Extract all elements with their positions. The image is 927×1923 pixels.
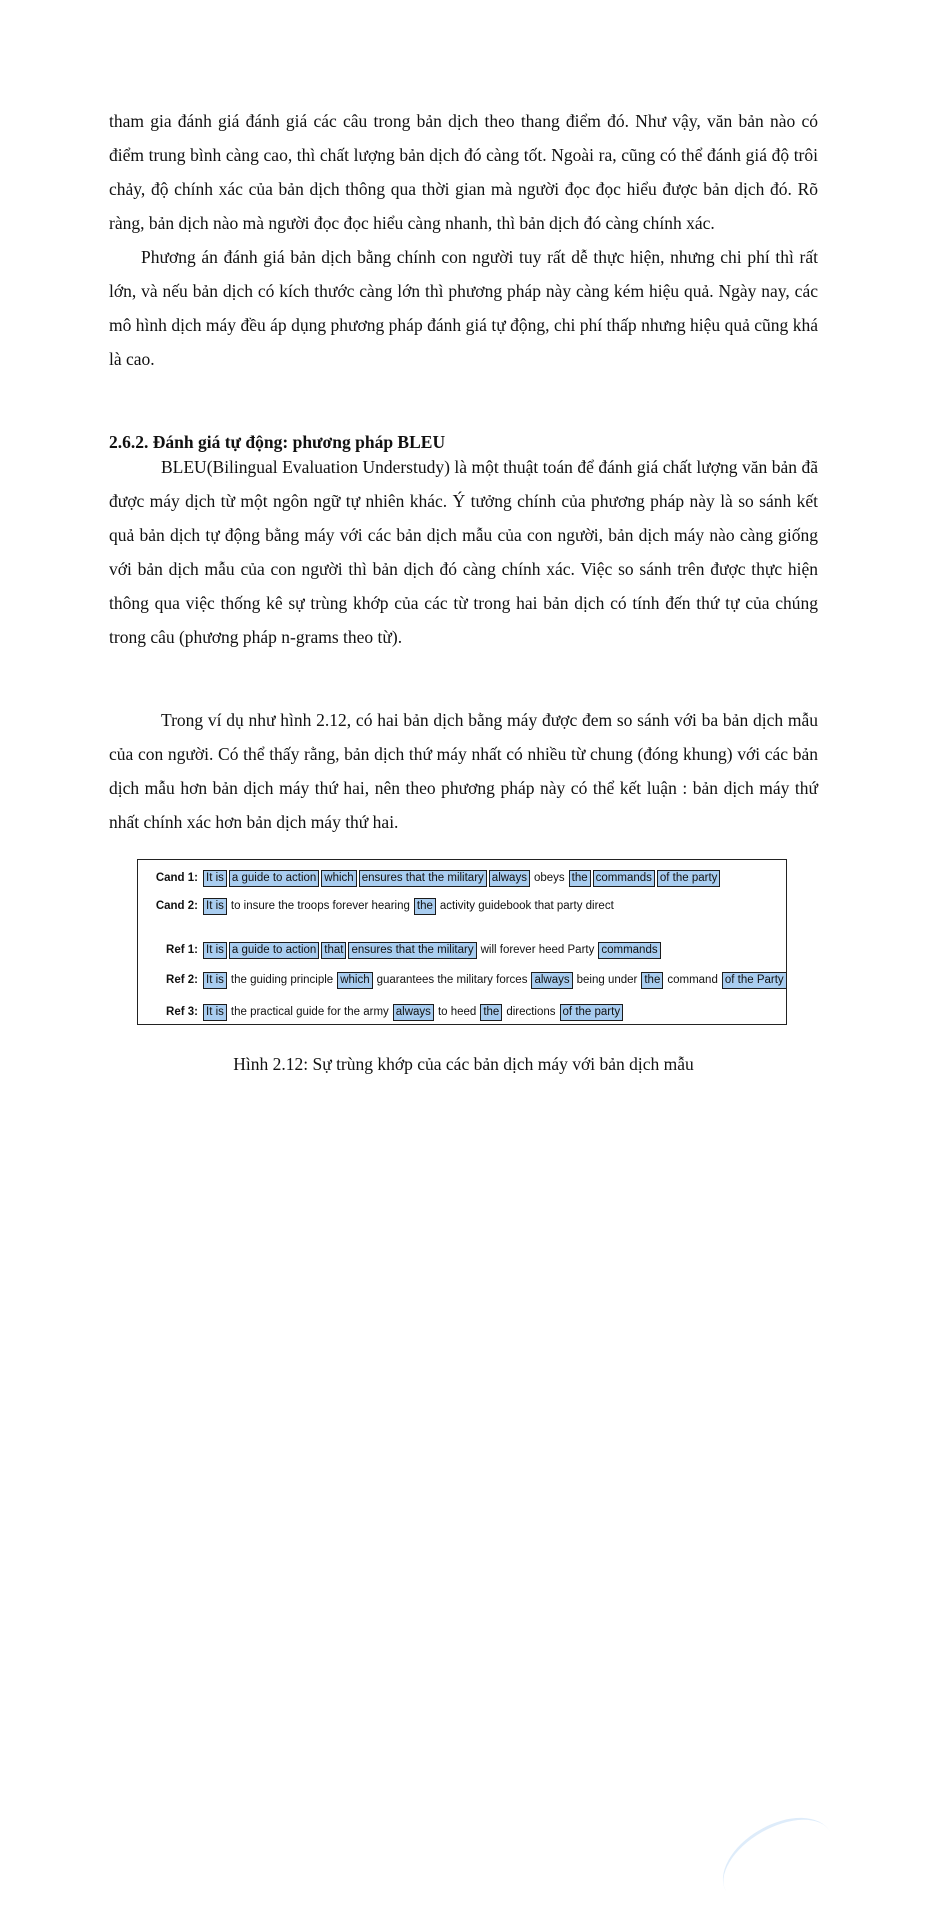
matched-ngram: It is [203,942,227,959]
figure-row [138,869,721,887]
matched-ngram: of the Party [722,972,787,989]
paragraph-3 [109,450,818,654]
section-heading: 2.6.2. Đánh giá tự động: phương pháp BLEU [109,432,446,452]
unmatched-text: guarantees the military forces [376,974,528,986]
figure-row [138,897,617,915]
unmatched-text: directions [506,1006,556,1018]
matched-ngram: It is [203,972,227,989]
matched-ngram: ensures that the military [359,870,487,887]
matched-ngram: which [337,972,372,989]
paragraph-2-text: Phương án đánh giá bản dịch bằng chính con người tuy rất dễ thực hiện, nhưng chi phí thì rất lớn, và nếu bản dịch có kích thước càng lớn thì phương pháp này càng kém hiệu quả. Ngày nay, các mô hình dịch máy đều áp dụng phương pháp đánh giá tự động, chi phí thấp nhưng hiệu quả cũng khá là cao. [109,247,818,369]
matched-ngram: of the party [657,870,721,887]
unmatched-text: obeys [533,872,565,884]
figure-row [138,971,788,989]
figure-row-label: Cand 1: [155,872,198,884]
matched-ngram: the [641,972,663,989]
figure-caption: Hình 2.12: Sự trùng khớp của các bản dịch máy với bản dịch mẫu [233,1054,694,1074]
matched-ngram: It is [203,898,227,915]
matched-ngram: commands [598,942,660,959]
paragraph-4 [109,703,818,839]
matched-ngram: a guide to action [229,942,319,959]
paragraph-3-text: BLEU(Bilingual Evaluation Understudy) là một thuật toán để đánh giá chất lượng văn bản đã được máy dịch từ một ngôn ngữ tự nhiên khác. Ý tưởng chính của phương pháp này là so sánh kết quả bản dịch tự động bằng máy với các bản dịch mẫu của con người, bản dịch máy nào càng giống với bản dịch mẫu của con người thì bản dịch đó càng chính xác. Việc so sánh trên được thực hiện thông qua việc thống kê sự trùng khớp của các từ trong hai bản dịch có tính đến thứ tự của chúng trong câu (phương pháp n-grams theo từ). [109,457,818,647]
figure-row-label: Cand 2: [155,900,198,912]
matched-ngram: the [569,870,591,887]
paragraph-1 [109,104,818,376]
figure-row [138,941,662,959]
unmatched-text: the practical guide for the army [230,1006,389,1018]
unmatched-text: being under [576,974,638,986]
unmatched-text: command [667,974,718,986]
unmatched-text: the guiding principle [230,974,334,986]
matched-ngram: It is [203,870,227,887]
unmatched-text: activity guidebook that party direct [439,900,614,912]
unmatched-text: will forever heed Party [480,944,595,956]
watermark-arc [708,1800,848,1923]
matched-ngram: commands [593,870,655,887]
matched-ngram: always [531,972,572,989]
matched-ngram: the [480,1004,502,1021]
matched-ngram: of the party [560,1004,624,1021]
matched-ngram: a guide to action [229,870,319,887]
unmatched-text: to heed [437,1006,477,1018]
figure-row-label: Ref 2: [166,974,198,986]
figure-row [138,1003,624,1021]
matched-ngram: the [414,898,436,915]
matched-ngram: ensures that the military [348,942,476,959]
matched-ngram: always [489,870,530,887]
matched-ngram: It is [203,1004,227,1021]
paragraph-1-text: tham gia đánh giá đánh giá các câu trong bản dịch theo thang điểm đó. Như vậy, văn bản nào có điểm trung bình càng cao, thì chất lượng bản dịch đó càng tốt. Ngoài ra, cũng có thể đánh giá độ trôi chảy, độ chính xác của bản dịch thông qua thời gian mà người đọc đọc hiểu được bản dịch đó. Rõ ràng, bản dịch nào mà người đọc đọc hiểu càng nhanh, thì bản dịch đó càng chính xác. [109,111,818,233]
figure-row-label: Ref 1: [166,944,198,956]
matched-ngram: which [321,870,356,887]
figure-row-label: Ref 3: [166,1006,198,1018]
matched-ngram: that [321,942,346,959]
unmatched-text: to insure the troops forever hearing [230,900,410,912]
matched-ngram: always [393,1004,434,1021]
paragraph-4-text: Trong ví dụ như hình 2.12, có hai bản dịch bằng máy được đem so sánh với ba bản dịch mẫu của con người. Có thể thấy rằng, bản dịch thứ máy nhất có nhiều từ chung (đóng khung) với các bản dịch mẫu hơn bản dịch máy thứ hai, nên theo phương pháp này có thể kết luận : bản dịch máy thứ nhất chính xác hơn bản dịch máy thứ hai. [109,710,818,832]
figure-bleu-matching [137,859,787,1025]
